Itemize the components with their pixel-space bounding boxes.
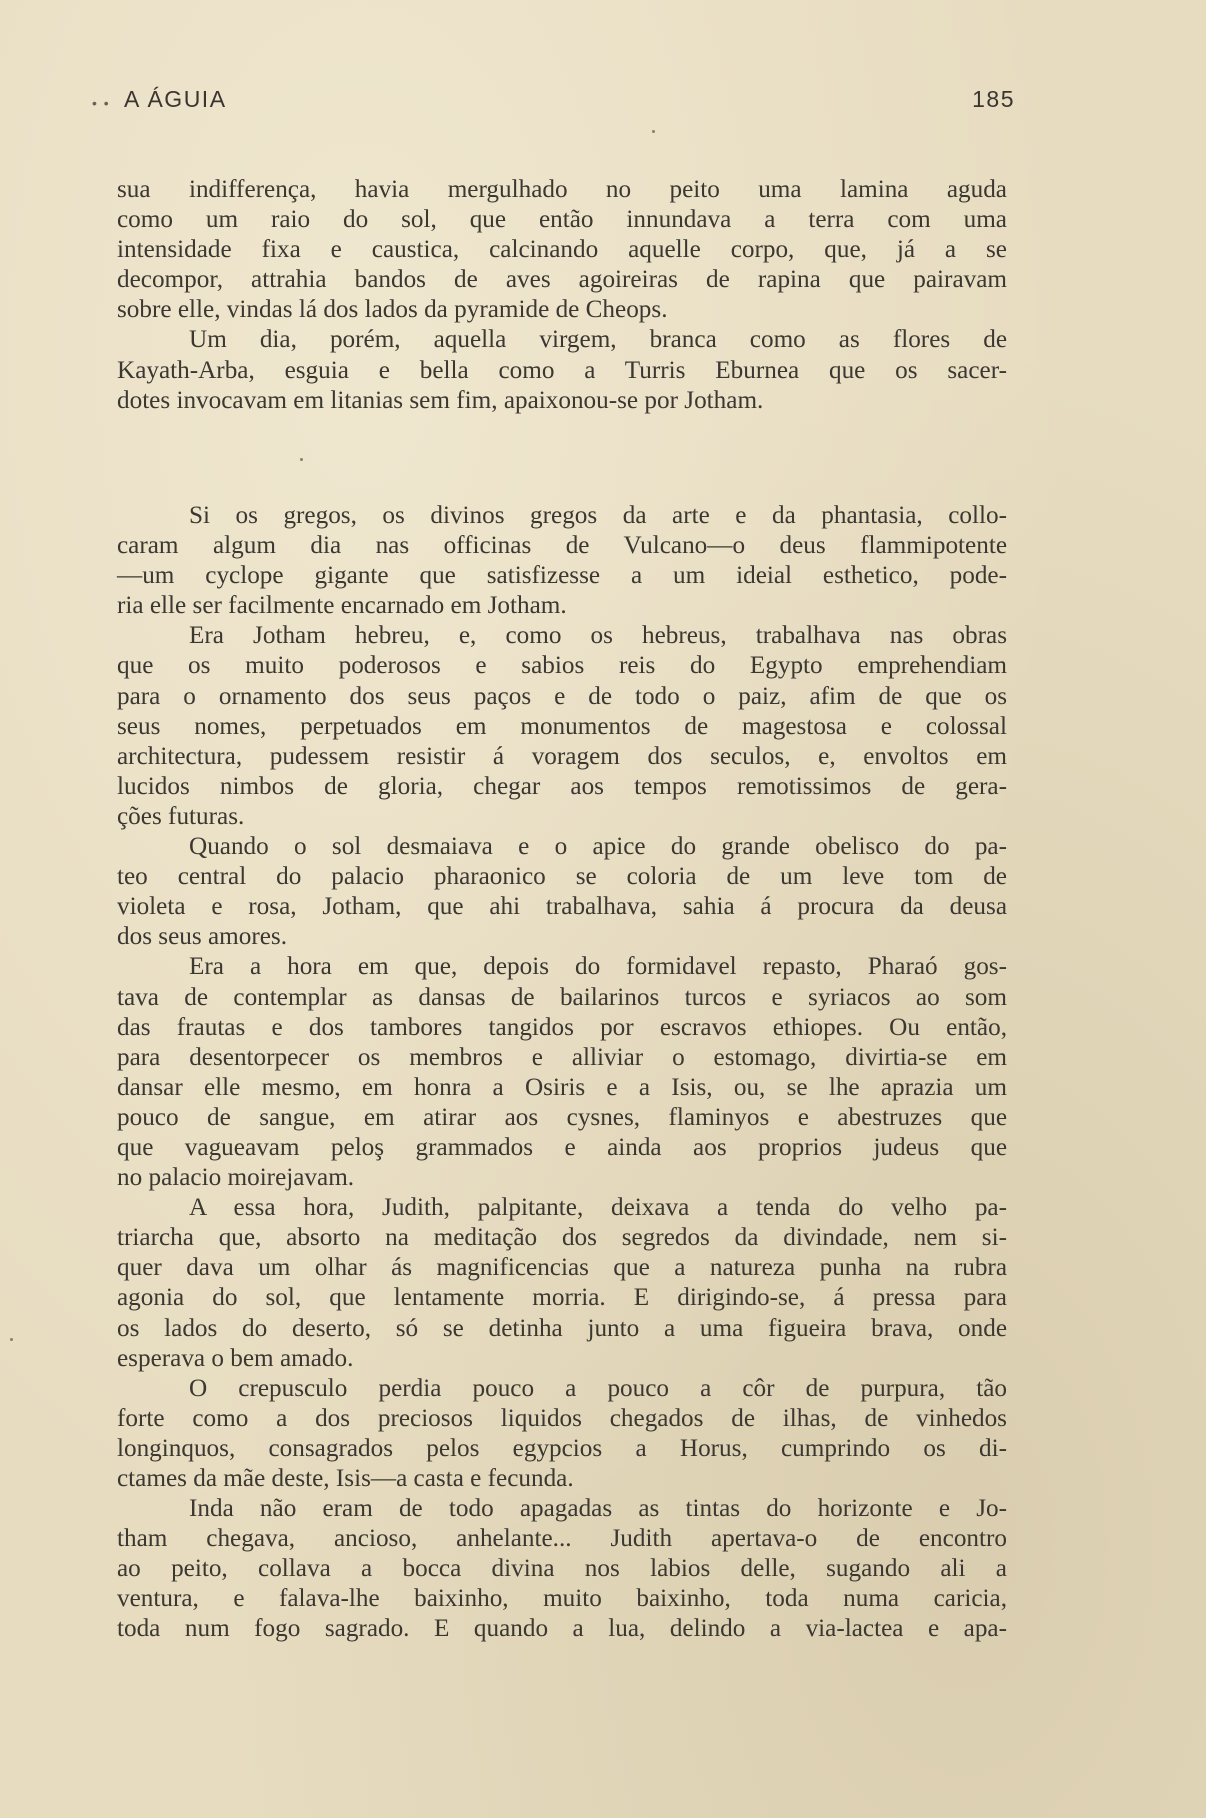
text-line: que vagueavam peloş grammados e ainda aos proprios judeus que: [117, 1133, 1007, 1161]
text-line: sua indifferença, havia mergulhado no peito uma lamina aguda: [117, 176, 1007, 203]
text-line: pouco de sangue, em atirar aos cysnes, flaminyos e abestruzes que: [117, 1103, 1007, 1131]
text-line: que os muito poderosos e sabios reis do Egypto emprehendiam: [117, 652, 1007, 680]
text-line: decompor, attrahia bandos de aves agoireiras de rapina que pairavam: [117, 266, 1007, 294]
text-line: como um raio do sol, que então innundava a terra com uma: [117, 206, 1007, 234]
text-line: os lados do deserto, só se detinha junto a uma figueira brava, onde: [117, 1314, 1007, 1342]
text-block-top: [117, 175, 1007, 416]
text-line: ventura, e falava-lhe baixinho, muito baixinho, toda numa caricia,: [117, 1585, 1007, 1613]
paper-speck: [10, 1338, 13, 1341]
text-line: O crepusculo perdia pouco a pouco a côr de purpura, tão: [189, 1374, 1007, 1402]
header-dots: • •: [92, 95, 111, 111]
text-line: sobre elle, vindas lá dos lados da pyramide de Cheops.: [117, 296, 668, 324]
text-line: triarcha que, absorto na meditação dos segredos da divindade, nem si-: [117, 1224, 1007, 1252]
text-line: toda num fogo sagrado. E quando a lua, delindo a via-lactea e apa-: [117, 1615, 1007, 1643]
text-line: intensidade fixa e caustica, calcinando aquelle corpo, que, já a se: [117, 236, 1007, 264]
text-line: dotes invocavam em litanias sem fim, apaixonou-se por Jotham.: [117, 386, 764, 414]
text-line: ções futuras.: [117, 802, 245, 830]
text-line: ctames da mãe deste, Isis—a casta e fecunda.: [117, 1465, 574, 1492]
text-line: violeta e rosa, Jotham, que ahi trabalhava, sahia á procura da deusa: [117, 893, 1007, 921]
running-title: A ÁGUIA: [124, 86, 227, 112]
text-line: quer dava um olhar ás magnificencias que a natureza punha na rubra: [117, 1254, 1007, 1282]
text-line: dansar elle mesmo, em honra a Osiris e a Isis, ou, se lhe aprazia um: [117, 1073, 1007, 1101]
text-line: para o ornamento dos seus paços e de todo o paiz, afim de que os: [117, 682, 1007, 710]
text-line: tham chegava, ancioso, anhelante... Judith apertava-o de encontro: [117, 1525, 1007, 1553]
text-line: Era Jotham hebreu, e, como os hebreus, trabalhava nas obras: [189, 622, 1007, 650]
text-line: Kayath-Arba, esguia e bella como a Turris Eburnea que os sacer-: [117, 356, 1007, 384]
text-line: architectura, pudessem resistir á voragem dos seculos, e, envoltos em: [117, 742, 1007, 770]
text-line: longinquos, consagrados pelos egypcios a Horus, cumprindo os di-: [117, 1434, 1007, 1462]
text-line: teo central do palacio pharaonico se coloria de um leve tom de: [117, 863, 1007, 891]
text-line: Inda não eram de todo apagadas as tintas do horizonte e Jo-: [189, 1495, 1007, 1523]
text-line: ao peito, collava a bocca divina nos labios delle, sugando ali a: [117, 1555, 1007, 1583]
text-block-main: [117, 501, 1007, 1645]
text-line: A essa hora, Judith, palpitante, deixava a tenda do velho pa-: [189, 1194, 1007, 1222]
text-line: lucidos nimbos de gloria, chegar aos tempos remotissimos de gera-: [117, 772, 1007, 800]
text-line: Era a hora em que, depois do formidavel repasto, Pharaó gos-: [189, 953, 1007, 981]
text-line: tava de contemplar as dansas de bailarinos turcos e syriacos ao som: [117, 983, 1007, 1011]
text-line: Si os gregos, os divinos gregos da arte e da phantasia, collo-: [189, 502, 1007, 529]
text-line: Quando o sol desmaiava e o apice do grande obelisco do pa-: [189, 833, 1007, 861]
paper-speck: [652, 130, 655, 133]
text-line: forte como a dos preciosos liquidos chegados de ilhas, de vinhedos: [117, 1404, 1007, 1432]
text-line: —um cyclope gigante que satisfizesse a um ideial esthetico, pode-: [117, 562, 1007, 590]
text-line: ria elle ser facilmente encarnado em Jotham.: [117, 592, 567, 620]
paper-speck: [300, 458, 303, 461]
text-line: no palacio moirejavam.: [117, 1164, 355, 1192]
page-number: 185: [972, 86, 1015, 112]
text-line: Um dia, porém, aquella virgem, branca como as flores de: [189, 326, 1007, 354]
text-line: caram algum dia nas officinas de Vulcano—o deus flammipotente: [117, 532, 1007, 560]
text-line: das frautas e dos tambores tangidos por escravos ethiopes. Ou então,: [117, 1013, 1007, 1041]
text-line: para desentorpecer os membros e alliviar o estomago, divirtia-se em: [117, 1043, 1007, 1071]
text-line: dos seus amores.: [117, 923, 287, 951]
text-line: agonia do sol, que lentamente morria. E dirigindo-se, á pressa para: [117, 1284, 1007, 1312]
text-line: esperava o bem amado.: [117, 1344, 354, 1372]
text-line: seus nomes, perpetuados em monumentos de magestosa e colossal: [117, 712, 1007, 740]
